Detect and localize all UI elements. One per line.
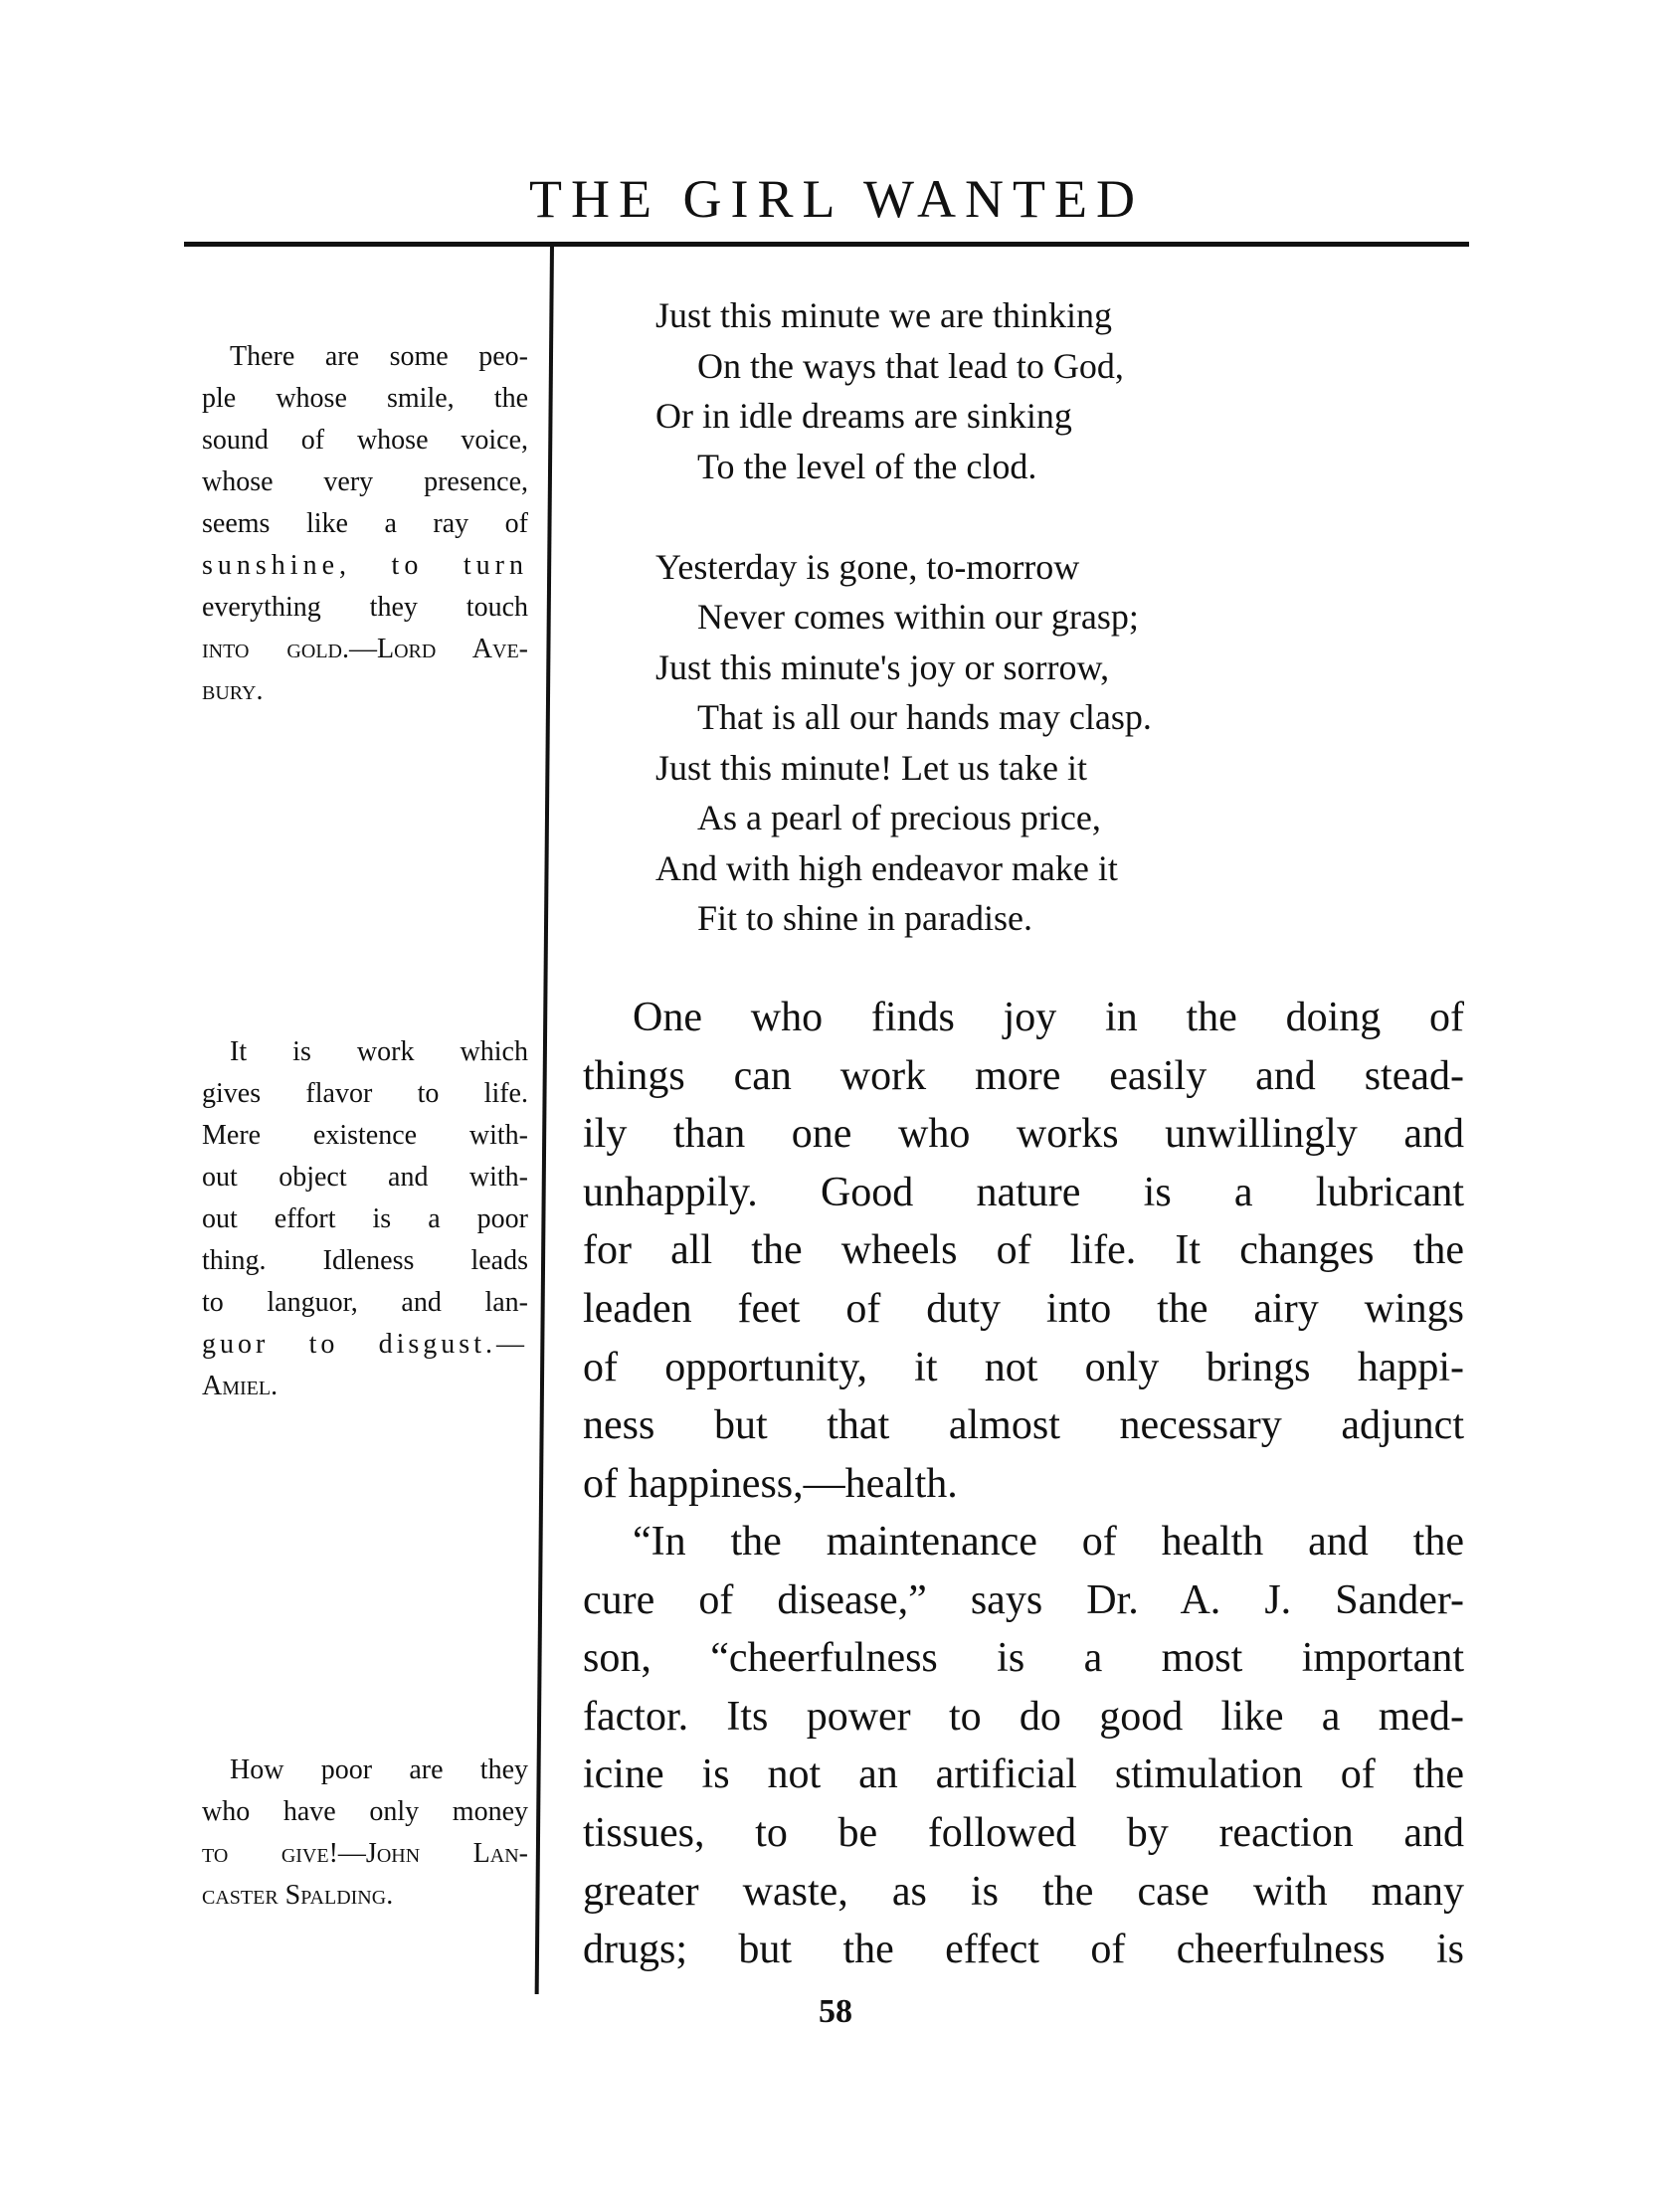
column-divider [535, 244, 554, 1994]
body-line: factor. Its power to do good like a med- [583, 1693, 1464, 1740]
poem-line: To the level of the clod. [697, 446, 1037, 486]
sidenote-attribution: bury. [202, 675, 264, 706]
body-line: ily than one who works unwillingly and [583, 1111, 1464, 1158]
sidenote-attribution: caster Spalding. [202, 1880, 394, 1911]
body-line: icine is not an artificial stimulation of the [583, 1751, 1464, 1798]
sidenote-attribution: Amiel. [202, 1371, 279, 1401]
sidenote-line: to give!—John Lan- [202, 1838, 528, 1869]
body-line: drugs; but the effect of cheerfulness is [583, 1927, 1464, 1973]
sidenote-line: out object and with- [202, 1162, 528, 1193]
poem-line: Just this minute! Let us take it [655, 747, 1087, 788]
body-line: One who finds joy in the doing of [633, 995, 1464, 1040]
poem-line: On the ways that lead to God, [697, 345, 1124, 386]
poem [655, 290, 1152, 944]
body-line: leaden feet of duty into the airy wings [583, 1285, 1464, 1332]
sidenote-line: into gold.—Lord Ave- [202, 634, 528, 664]
header-rule [184, 242, 1469, 247]
running-head-title: THE GIRL WANTED [529, 169, 1144, 229]
sidenote-line: everything they touch [202, 592, 528, 623]
poem-line: Yesterday is gone, to-morrow [655, 546, 1080, 587]
sidenote-line: guor to disgust.— [202, 1329, 528, 1360]
body-paragraph [583, 989, 1464, 1513]
sidenote-line: How poor are they [230, 1754, 528, 1785]
body-line: cure of disease,” says Dr. A. J. Sander- [583, 1576, 1464, 1623]
sidenote-line: seems like a ray of [202, 508, 528, 539]
sidenote-quote-spalding [202, 1750, 528, 1917]
poem-line: As a pearl of precious price, [697, 798, 1101, 837]
poem-stanza [655, 542, 1152, 944]
sidenote-quote-amiel [202, 1031, 528, 1407]
sidenote-quote-avebury [202, 336, 528, 712]
sidenote-line: thing. Idleness leads [202, 1245, 528, 1276]
sidenote-line: gives flavor to life. [202, 1078, 528, 1109]
body-line: greater waste, as is the case with many [583, 1868, 1464, 1915]
body-line: unhappily. Good nature is a lubricant [583, 1169, 1464, 1215]
poem-line: And with high endeavor make it [655, 847, 1118, 888]
sidenote-line: to languor, and lan- [202, 1287, 528, 1318]
body-line: for all the wheels of life. It changes the [583, 1227, 1464, 1274]
body-line: of happiness,—health. [583, 1460, 958, 1507]
sidenote-line: out effort is a poor [202, 1203, 528, 1234]
sidenote-line: It is work which [230, 1036, 528, 1067]
sidenote-line: There are some peo- [230, 341, 528, 372]
sidenote-line: who have only money [202, 1796, 528, 1827]
page-number: 58 [819, 1993, 852, 2030]
sidenote-line: sound of whose voice, [202, 425, 528, 456]
poem-line: Fit to shine in paradise. [697, 898, 1032, 938]
sidenote-line: ple whose smile, the [202, 383, 528, 414]
sidenote-line: whose very presence, [202, 466, 528, 497]
body-line: of opportunity, it not only brings happi- [583, 1344, 1464, 1390]
poem-line: Just this minute's joy or sorrow, [655, 646, 1110, 687]
poem-line: Never comes within our grasp; [697, 597, 1139, 637]
body-line: ness but that almost necessary adjunct [583, 1402, 1464, 1449]
sidenote-line: sunshine, to turn [202, 550, 528, 581]
sidenote-line: Mere existence with- [202, 1120, 528, 1151]
poem-line: Just this minute we are thinking [655, 295, 1112, 335]
body-line: “In the maintenance of health and the [633, 1519, 1464, 1565]
body-line: son, “cheerfulness is a most important [583, 1635, 1464, 1682]
body-line: things can work more easily and stead- [583, 1052, 1464, 1099]
body-paragraph [583, 1513, 1464, 1979]
stanza-break [655, 491, 1152, 542]
poem-line: That is all our hands may clasp. [697, 697, 1152, 737]
poem-line: Or in idle dreams are sinking [655, 396, 1072, 436]
body-line: tissues, to be followed by reaction and [583, 1809, 1464, 1856]
poem-stanza [655, 290, 1152, 491]
